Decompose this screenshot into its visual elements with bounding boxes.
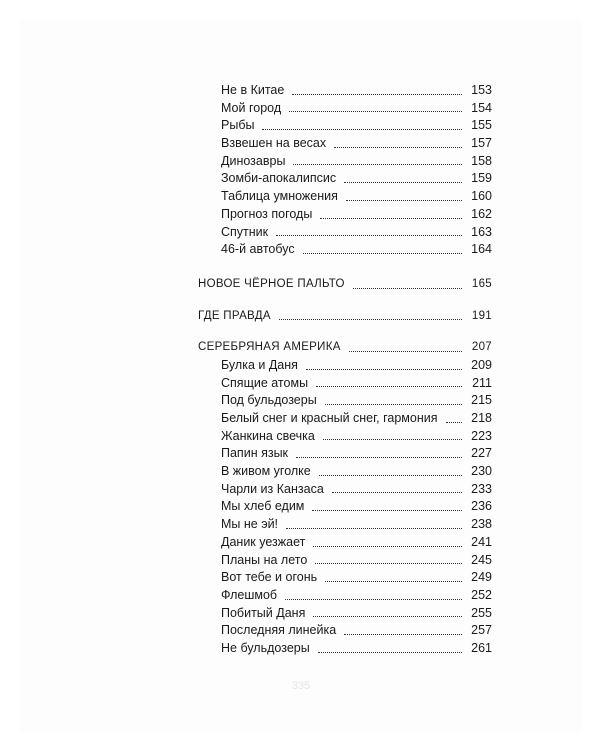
toc-entry — [198, 241, 492, 259]
toc-page-number: 227 — [471, 446, 492, 461]
toc-page-number: 164 — [471, 242, 492, 257]
toc-entry — [198, 605, 492, 623]
toc-entry — [198, 587, 492, 605]
leader-dots — [349, 350, 462, 352]
toc-entry-title: Флешмоб — [221, 587, 278, 602]
toc-page-number: 233 — [471, 481, 492, 496]
toc-entry — [198, 153, 492, 171]
toc-entry-title: Зомби-апокалипсис — [221, 171, 337, 186]
toc-entry — [198, 170, 492, 188]
leader-dots — [325, 403, 462, 405]
page-folio: 335 — [291, 680, 311, 692]
leader-dots — [344, 181, 462, 183]
toc-entry-title: Спутник — [221, 224, 269, 239]
toc-entry-title: Папин язык — [221, 446, 289, 461]
toc-page-number: 163 — [471, 224, 492, 239]
leader-dots — [315, 562, 462, 564]
toc-entry-title: Булка и Даня — [221, 357, 298, 372]
toc-page-number: 154 — [471, 100, 492, 115]
toc-section-title: НОВОЕ ЧЁРНОЕ ПАЛЬТО — [198, 277, 345, 290]
leader-dots — [323, 438, 462, 440]
toc-page-number: 241 — [471, 534, 492, 549]
spacer — [198, 294, 492, 308]
toc-page-number: 249 — [471, 570, 492, 585]
leader-dots — [313, 615, 462, 617]
toc-page-number: 165 — [471, 277, 492, 290]
toc-entry — [198, 188, 492, 206]
toc-page-number: 155 — [471, 118, 492, 133]
toc-page-number: 238 — [471, 517, 492, 532]
toc-section-title: ГДЕ ПРАВДА — [198, 309, 271, 322]
leader-dots — [332, 491, 462, 493]
leader-dots — [446, 421, 462, 423]
toc-entry — [198, 516, 492, 534]
leader-dots — [320, 217, 462, 219]
leader-dots — [312, 509, 462, 511]
leader-dots — [344, 633, 462, 635]
leader-dots — [316, 385, 462, 387]
toc-entry — [198, 375, 492, 393]
leader-dots — [313, 545, 462, 547]
toc-entry — [198, 498, 492, 516]
toc-entry — [198, 428, 492, 446]
spacer — [198, 325, 492, 339]
leader-dots — [285, 598, 462, 600]
toc-entry — [198, 534, 492, 552]
leader-dots — [303, 252, 462, 254]
toc-group-1 — [198, 82, 492, 259]
toc-entry-title: Рыбы — [221, 118, 255, 133]
toc-entry — [198, 392, 492, 410]
leader-dots — [353, 287, 462, 289]
toc-page-number: 157 — [471, 136, 492, 151]
toc-section-silver-america — [198, 339, 492, 357]
toc-page-number: 245 — [471, 552, 492, 567]
toc-page-number: 209 — [471, 357, 492, 372]
spacer — [198, 259, 492, 276]
toc-page-number: 223 — [471, 428, 492, 443]
toc-page-number: 236 — [471, 499, 492, 514]
toc-entry — [198, 117, 492, 135]
toc-entry-title: В живом уголке — [221, 464, 311, 479]
toc-entry — [198, 622, 492, 640]
toc-page-number: 191 — [471, 309, 492, 322]
leader-dots — [289, 110, 462, 112]
toc-entry-title: Побитый Даня — [221, 605, 306, 620]
table-of-contents — [198, 82, 492, 658]
leader-dots — [319, 474, 462, 476]
toc-entry — [198, 640, 492, 658]
toc-entry — [198, 569, 492, 587]
toc-entry — [198, 82, 492, 100]
toc-entry — [198, 206, 492, 224]
leader-dots — [334, 146, 462, 148]
toc-section-new-black-coat — [198, 276, 492, 294]
toc-page-number: 215 — [471, 393, 492, 408]
toc-page-number: 218 — [471, 411, 492, 425]
toc-entry-title: Мы не эй! — [221, 517, 279, 532]
toc-page-number: 211 — [472, 375, 492, 390]
toc-entry — [198, 224, 492, 242]
toc-entry-title: 46-й автобус — [221, 242, 295, 257]
toc-page-number: 160 — [471, 189, 492, 204]
toc-entry-title: Мы хлеб едим — [221, 499, 305, 514]
leader-dots — [325, 580, 462, 582]
toc-entry-title: Мой город — [221, 100, 282, 115]
toc-entry — [198, 445, 492, 463]
leader-dots — [292, 93, 462, 95]
leader-dots — [279, 318, 462, 320]
toc-entry-title: Даник уезжает — [221, 534, 306, 549]
leader-dots — [262, 128, 462, 130]
toc-page-number: 261 — [471, 640, 492, 655]
toc-entry-title: Планы на лето — [221, 552, 308, 567]
toc-entry — [198, 357, 492, 375]
leader-dots — [296, 456, 462, 458]
toc-page-number: 252 — [471, 587, 492, 602]
toc-entry — [198, 463, 492, 481]
toc-page-number: 257 — [471, 623, 492, 638]
toc-entry-title: Вот тебе и огонь — [221, 570, 318, 585]
toc-entry — [198, 552, 492, 570]
toc-entry-title: Динозавры — [221, 153, 286, 168]
leader-dots — [276, 234, 462, 236]
toc-page-number: 162 — [471, 206, 492, 221]
toc-entry-title: Последняя линейка — [221, 623, 337, 638]
leader-dots — [306, 368, 462, 370]
leader-dots — [318, 651, 462, 653]
toc-entry-title: Не бульдозеры — [221, 640, 310, 655]
leader-dots — [286, 527, 462, 529]
leader-dots — [293, 163, 462, 165]
toc-entry-title: Под бульдозеры — [221, 393, 317, 408]
toc-entry-title: Не в Китае — [221, 83, 285, 97]
toc-entry — [198, 410, 492, 428]
toc-page-number: 207 — [471, 341, 492, 354]
toc-page-number: 153 — [471, 83, 492, 97]
toc-entry-title: Белый снег и красный снег, гармония — [221, 411, 438, 425]
toc-entry — [198, 135, 492, 153]
toc-group-2 — [198, 357, 492, 658]
toc-page-number: 230 — [471, 464, 492, 479]
toc-entry-title: Жанкина свечка — [221, 428, 315, 443]
leader-dots — [346, 199, 462, 201]
toc-page-number: 158 — [471, 153, 492, 168]
toc-entry-title: Спящие атомы — [221, 375, 309, 390]
toc-page-number: 159 — [471, 171, 492, 186]
toc-section-title: СЕРЕБРЯНАЯ АМЕРИКА — [198, 341, 341, 354]
toc-entry-title: Чарли из Канзаса — [221, 481, 324, 496]
toc-section-where-truth — [198, 308, 492, 326]
book-page — [20, 20, 582, 732]
toc-entry-title: Взвешен на весах — [221, 136, 327, 151]
toc-entry-title: Таблица умножения — [221, 189, 338, 204]
toc-page-number: 255 — [471, 605, 492, 620]
toc-entry — [198, 100, 492, 118]
toc-entry — [198, 481, 492, 499]
toc-entry-title: Прогноз погоды — [221, 206, 313, 221]
